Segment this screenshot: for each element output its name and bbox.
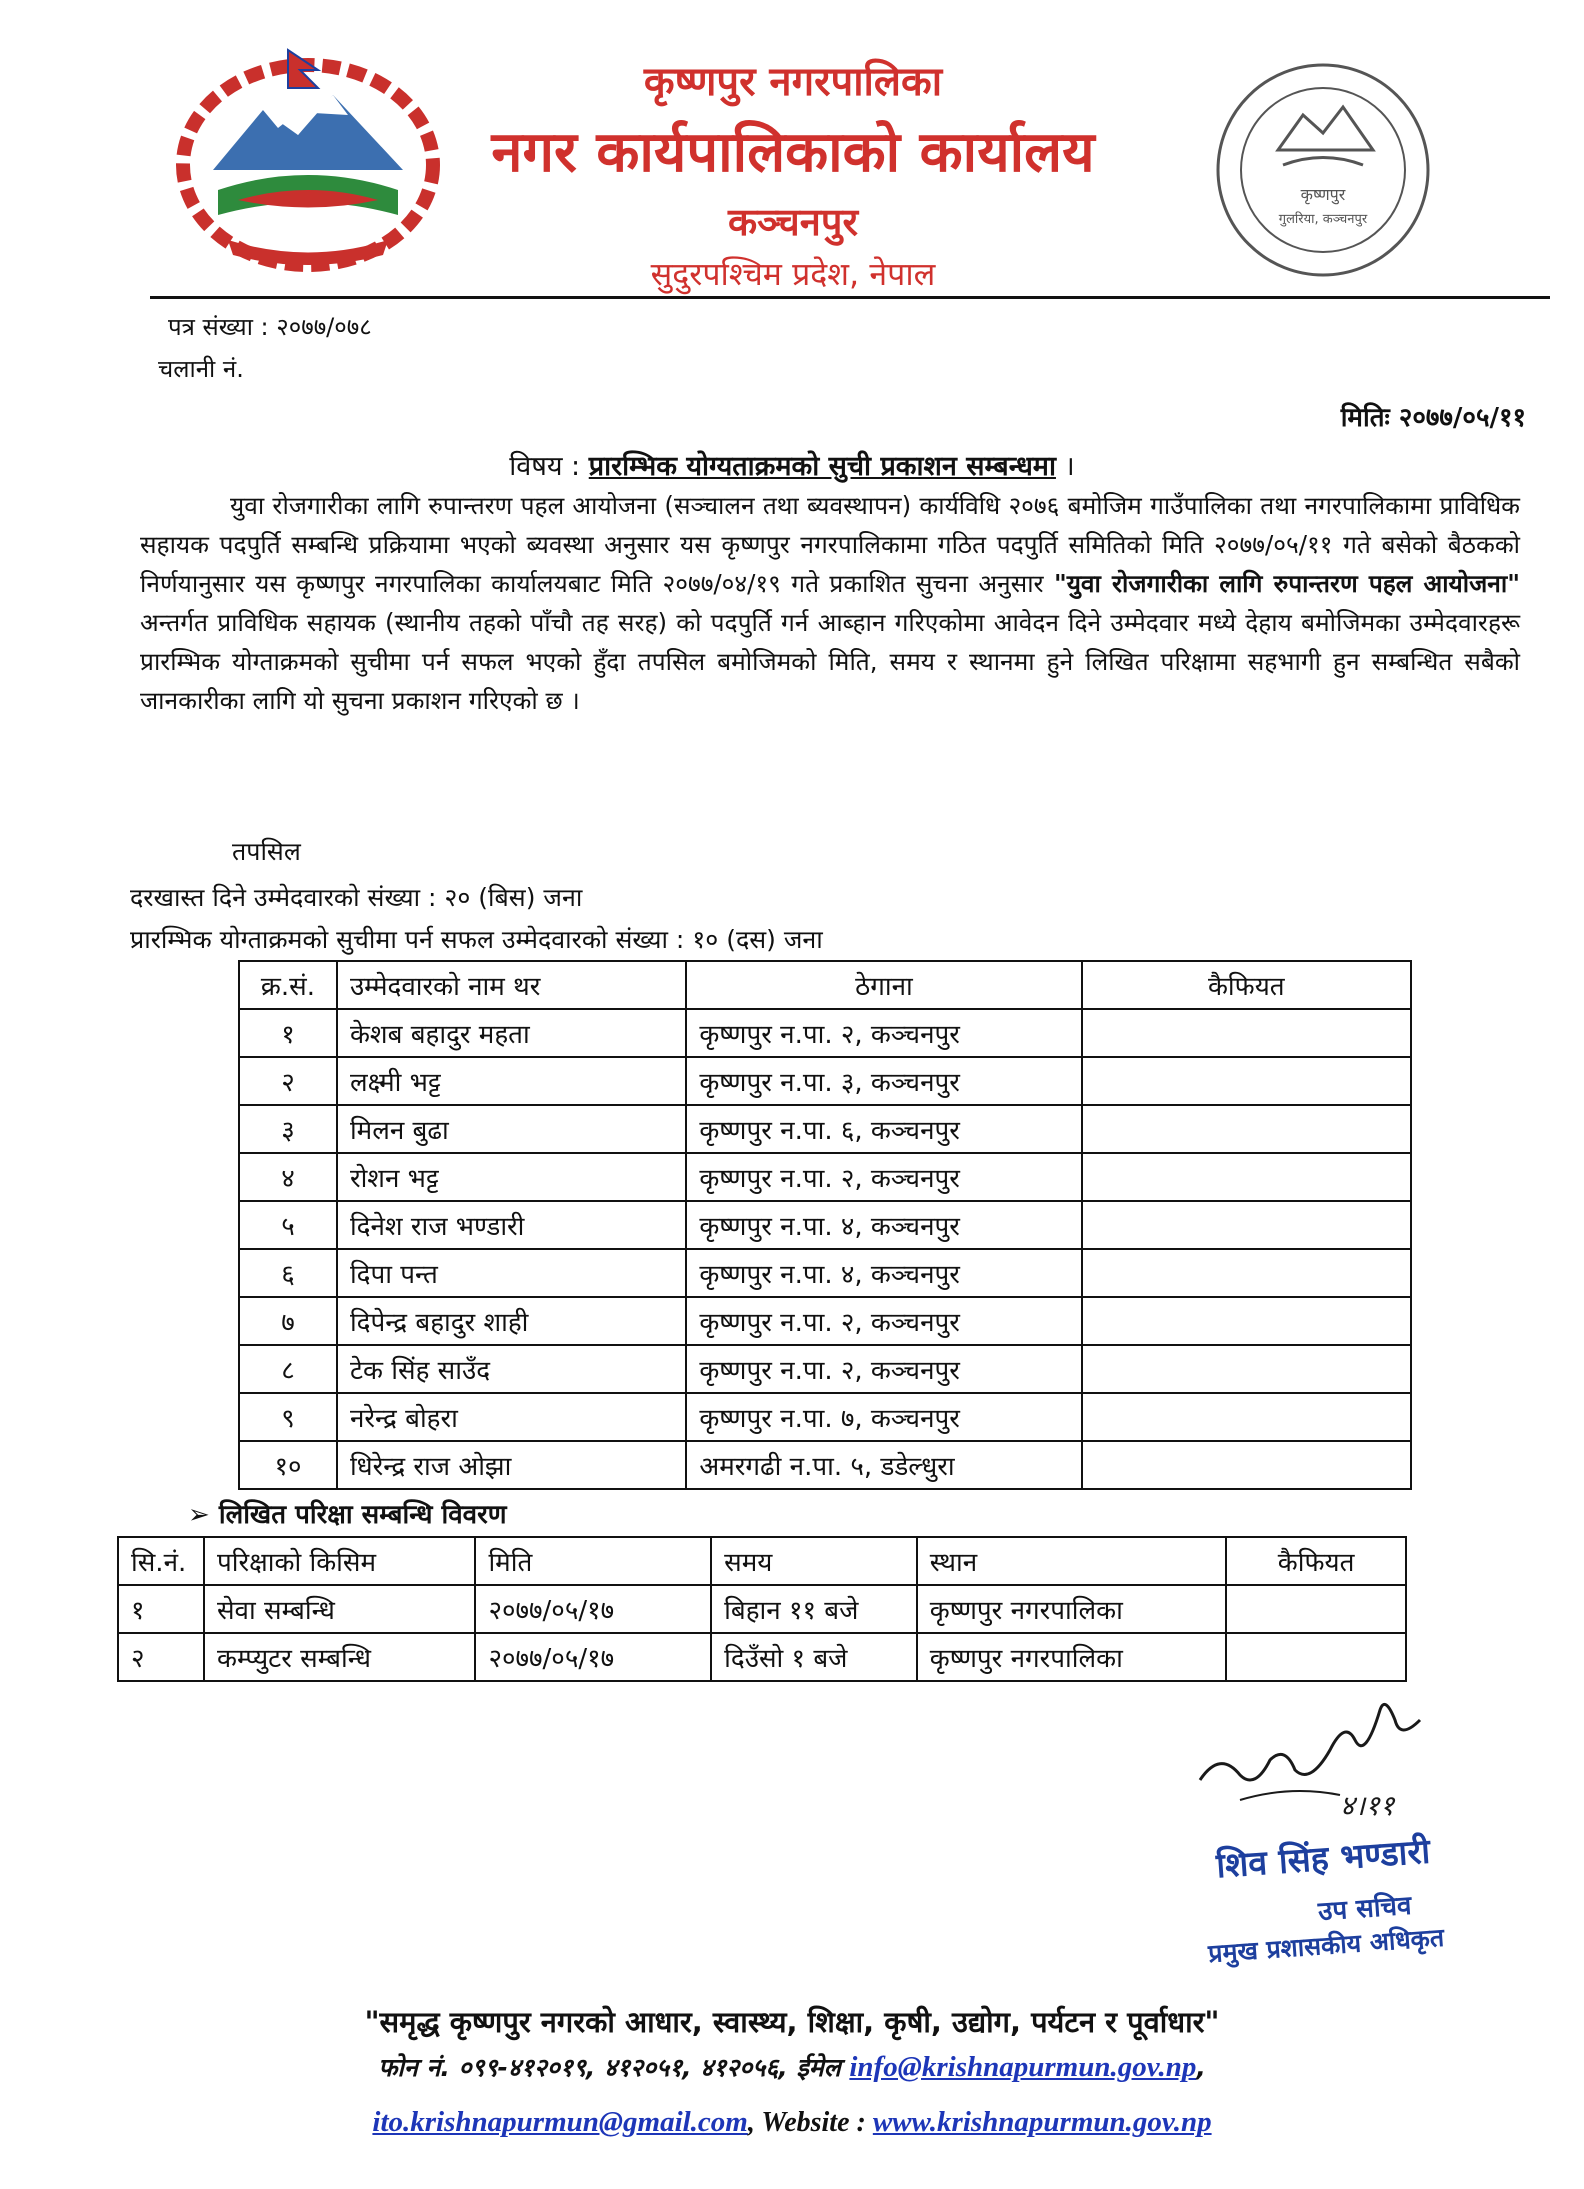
subject-label: विषय : bbox=[509, 451, 581, 482]
name-cell: केशब बहादुर महता bbox=[337, 1009, 686, 1057]
header-remarks: कैफियत bbox=[1082, 961, 1411, 1009]
venue-cell: कृष्णपुर नगरपालिका bbox=[917, 1633, 1226, 1681]
header-serial: क्र.सं. bbox=[239, 961, 337, 1009]
table-row bbox=[239, 1009, 1411, 1057]
time-cell: बिहान ११ बजे bbox=[711, 1585, 917, 1633]
remarks-cell bbox=[1082, 1297, 1411, 1345]
serial-cell: १० bbox=[239, 1441, 337, 1489]
subject-end: । bbox=[1064, 451, 1075, 482]
website-link[interactable]: www.krishnapurmun.gov.np bbox=[872, 2106, 1212, 2138]
footer-web bbox=[0, 2106, 1584, 2139]
svg-text:कृष्णपुर: कृष्णपुर bbox=[1300, 185, 1346, 204]
header-venue: स्थान bbox=[917, 1537, 1226, 1585]
table-row bbox=[118, 1633, 1406, 1681]
date-cell: २०७७/०५/१७ bbox=[475, 1633, 711, 1681]
name-cell: दिनेश राज भण्डारी bbox=[337, 1201, 686, 1249]
district-name: कञ्चनपुर bbox=[727, 200, 859, 244]
signatory-office: प्रमुख प्रशासकीय अधिकृत bbox=[1207, 1922, 1445, 1969]
exam-header-row bbox=[118, 1537, 1406, 1585]
serial-cell: २ bbox=[239, 1057, 337, 1105]
header-address: ठेगाना bbox=[686, 961, 1081, 1009]
remarks-cell bbox=[1082, 1249, 1411, 1297]
address-cell: कृष्णपुर न.पा. ६, कञ्चनपुर bbox=[686, 1105, 1081, 1153]
email-link[interactable]: info@krishnapurmun.gov.np bbox=[849, 2051, 1197, 2083]
header-remarks: कैफियत bbox=[1226, 1537, 1406, 1585]
body-part2: अन्तर्गत प्राविधिक सहायक (स्थानीय तहको पाँचौ तह सरह) को पदपुर्ति गर्न आब्हान गरिएकोमा आवेदन दिने उम्मेदवार मध्ये देहाय बमोजिमका उम्मेदवारहरू प्रारम्भिक योग्ताक्रमको सुचीमा पर्न सफल भएको हुँदा तपसिल बमोजिमको मिति, समय र स्थानमा हुने लिखित परिक्षामा सहभागी हुन सम्बन्धित सबैको जानकारीका लागि यो सुचना प्रकाशन गरिएको छ । bbox=[140, 608, 1520, 715]
table-row bbox=[239, 1249, 1411, 1297]
table-row bbox=[239, 1345, 1411, 1393]
serial-cell: २ bbox=[118, 1633, 204, 1681]
exam-details-heading: ➢ लिखित परिक्षा सम्बन्धि विवरण bbox=[188, 1500, 507, 1530]
subject-text: प्रारम्भिक योग्यताक्रमको सुची प्रकाशन सम्बन्धमा bbox=[588, 451, 1056, 482]
ito-email-link[interactable]: ito.krishnapurmun@gmail.com bbox=[372, 2106, 748, 2138]
exam-type-cell: सेवा सम्बन्धि bbox=[204, 1585, 475, 1633]
serial-cell: ९ bbox=[239, 1393, 337, 1441]
header-candidate-name: उम्मेदवारको नाम थर bbox=[337, 961, 686, 1009]
serial-cell: ४ bbox=[239, 1153, 337, 1201]
address-cell: कृष्णपुर न.पा. ४, कञ्चनपुर bbox=[686, 1249, 1081, 1297]
address-cell: कृष्णपुर न.पा. २, कञ्चनपुर bbox=[686, 1345, 1081, 1393]
table-row bbox=[239, 1057, 1411, 1105]
serial-cell: १ bbox=[239, 1009, 337, 1057]
address-cell: कृष्णपुर न.पा. ७, कञ्चनपुर bbox=[686, 1393, 1081, 1441]
serial-cell: ५ bbox=[239, 1201, 337, 1249]
name-cell: मिलन बुढा bbox=[337, 1105, 686, 1153]
signatory-title: उप सचिव bbox=[1317, 1890, 1413, 1928]
table-row bbox=[118, 1585, 1406, 1633]
serial-cell: ६ bbox=[239, 1249, 337, 1297]
name-cell: दिपा पन्त bbox=[337, 1249, 686, 1297]
signatory-name: शिव सिंह भण्डारी bbox=[1215, 1831, 1432, 1887]
date-cell: २०७७/०५/१७ bbox=[475, 1585, 711, 1633]
dispatch-number: चलानी नं. bbox=[158, 355, 244, 383]
time-cell: दिउँसो १ बजे bbox=[711, 1633, 917, 1681]
serial-cell: ३ bbox=[239, 1105, 337, 1153]
remarks-cell bbox=[1082, 1441, 1411, 1489]
table-row bbox=[239, 1153, 1411, 1201]
office-name: नगर कार्यपालिकाको कार्यालय bbox=[491, 120, 1095, 185]
body-project-name: "युवा रोजगारीका लागि रुपान्तरण पहल आयोजना" bbox=[1053, 569, 1520, 598]
name-cell: दिपेन्द्र बहादुर शाही bbox=[337, 1297, 686, 1345]
serial-cell: ८ bbox=[239, 1345, 337, 1393]
remarks-cell bbox=[1226, 1633, 1406, 1681]
serial-cell: ७ bbox=[239, 1297, 337, 1345]
header-time: समय bbox=[711, 1537, 917, 1585]
municipality-name: कृष्णपुर नगरपालिका bbox=[643, 59, 943, 105]
name-cell: लक्ष्मी भट्ट bbox=[337, 1057, 686, 1105]
table-row bbox=[239, 1201, 1411, 1249]
office-seal-icon bbox=[1208, 55, 1438, 285]
details-heading: तपसिल bbox=[232, 837, 301, 866]
shortlist-count: प्रारम्भिक योग्ताक्रमको सुचीमा पर्न सफल उम्मेदवारको संख्या : १० (दस) जना bbox=[130, 925, 823, 954]
province-name: सुदुरपश्चिम प्रदेश, नेपाल bbox=[650, 255, 936, 293]
footer-slogan: "समृद्ध कृष्णपुर नगरको आधार, स्वास्थ्य, शिक्षा, कृषी, उद्योग, पर्यटन र पूर्वाधार" bbox=[364, 2005, 1220, 2039]
letter-number: पत्र संख्या : २०७७/०७८ bbox=[168, 313, 372, 341]
header-serial: सि.नं. bbox=[118, 1537, 204, 1585]
remarks-cell bbox=[1082, 1393, 1411, 1441]
address-cell: कृष्णपुर न.पा. २, कञ्चनपुर bbox=[686, 1297, 1081, 1345]
candidates-header-row bbox=[239, 961, 1411, 1009]
table-row bbox=[239, 1441, 1411, 1489]
name-cell: धिरेन्द्र राज ओझा bbox=[337, 1441, 686, 1489]
footer-contact bbox=[0, 2050, 1584, 2084]
subject-line bbox=[0, 446, 1584, 483]
phone-numbers: फोन नं. ०९९-४१२०१९, ४१२०५१, ४१२०५६, ईमेल bbox=[378, 2053, 850, 2082]
remarks-cell bbox=[1082, 1105, 1411, 1153]
remarks-cell bbox=[1082, 1201, 1411, 1249]
exam-type-cell: कम्प्युटर सम्बन्धि bbox=[204, 1633, 475, 1681]
signature-icon bbox=[1180, 1690, 1480, 1840]
exam-table bbox=[117, 1536, 1407, 1682]
body-paragraph bbox=[140, 486, 1520, 720]
address-cell: कृष्णपुर न.पा. ४, कञ्चनपुर bbox=[686, 1201, 1081, 1249]
address-cell: कृष्णपुर न.पा. २, कञ्चनपुर bbox=[686, 1153, 1081, 1201]
body-part1: युवा रोजगारीका लागि रुपान्तरण पहल आयोजना (सञ्चालन तथा ब्यवस्थापन) कार्यविधि २०७६ बमोजिम गाउँपालिका तथा नगरपालिकामा प्राविधिक सहायक पदपुर्ति सम्बन्धि प्रक्रियामा भएको ब्यवस्था अनुसार यस कृष्णपुर नगरपालिकामा गठित पदपुर्ति समितिको मिति २०७७/०५/११ गते बसेको बैठकको निर्णयानुसार यस कृष्णपुर नगरपालिका कार्यालयबाट मिति २०७७/०४/१९ गते प्रकाशित सुचना अनुसार bbox=[140, 491, 1521, 598]
letter-date: मितिः २०७७/०५/११ bbox=[1340, 403, 1526, 433]
address-cell: कृष्णपुर न.पा. २, कञ्चनपुर bbox=[686, 1009, 1081, 1057]
signature-handwriting: ४।११ bbox=[1340, 1789, 1395, 1822]
remarks-cell bbox=[1082, 1153, 1411, 1201]
table-row bbox=[239, 1393, 1411, 1441]
remarks-cell bbox=[1082, 1057, 1411, 1105]
name-cell: नरेन्द्र बोहरा bbox=[337, 1393, 686, 1441]
table-row bbox=[239, 1297, 1411, 1345]
address-cell: कृष्णपुर न.पा. ३, कञ्चनपुर bbox=[686, 1057, 1081, 1105]
address-cell: अमरगढी न.पा. ५, डडेल्धुरा bbox=[686, 1441, 1081, 1489]
header-divider bbox=[150, 296, 1550, 299]
header-exam-type: परिक्षाको किसिम bbox=[204, 1537, 475, 1585]
remarks-cell bbox=[1226, 1585, 1406, 1633]
svg-text:गुलरिया, कञ्चनपुर: गुलरिया, कञ्चनपुर bbox=[1278, 212, 1368, 227]
remarks-cell bbox=[1082, 1345, 1411, 1393]
table-row bbox=[239, 1105, 1411, 1153]
venue-cell: कृष्णपुर नगरपालिका bbox=[917, 1585, 1226, 1633]
header-date: मिति bbox=[475, 1537, 711, 1585]
comma: , bbox=[1196, 2053, 1206, 2082]
candidates-table bbox=[238, 960, 1412, 1490]
applicant-count: दरखास्त दिने उम्मेदवारको संख्या : २० (बिस) जना bbox=[130, 883, 583, 912]
remarks-cell bbox=[1082, 1009, 1411, 1057]
name-cell: टेक सिंह साउँद bbox=[337, 1345, 686, 1393]
website-label: , Website : bbox=[747, 2107, 873, 2138]
serial-cell: १ bbox=[118, 1585, 204, 1633]
name-cell: रोशन भट्ट bbox=[337, 1153, 686, 1201]
